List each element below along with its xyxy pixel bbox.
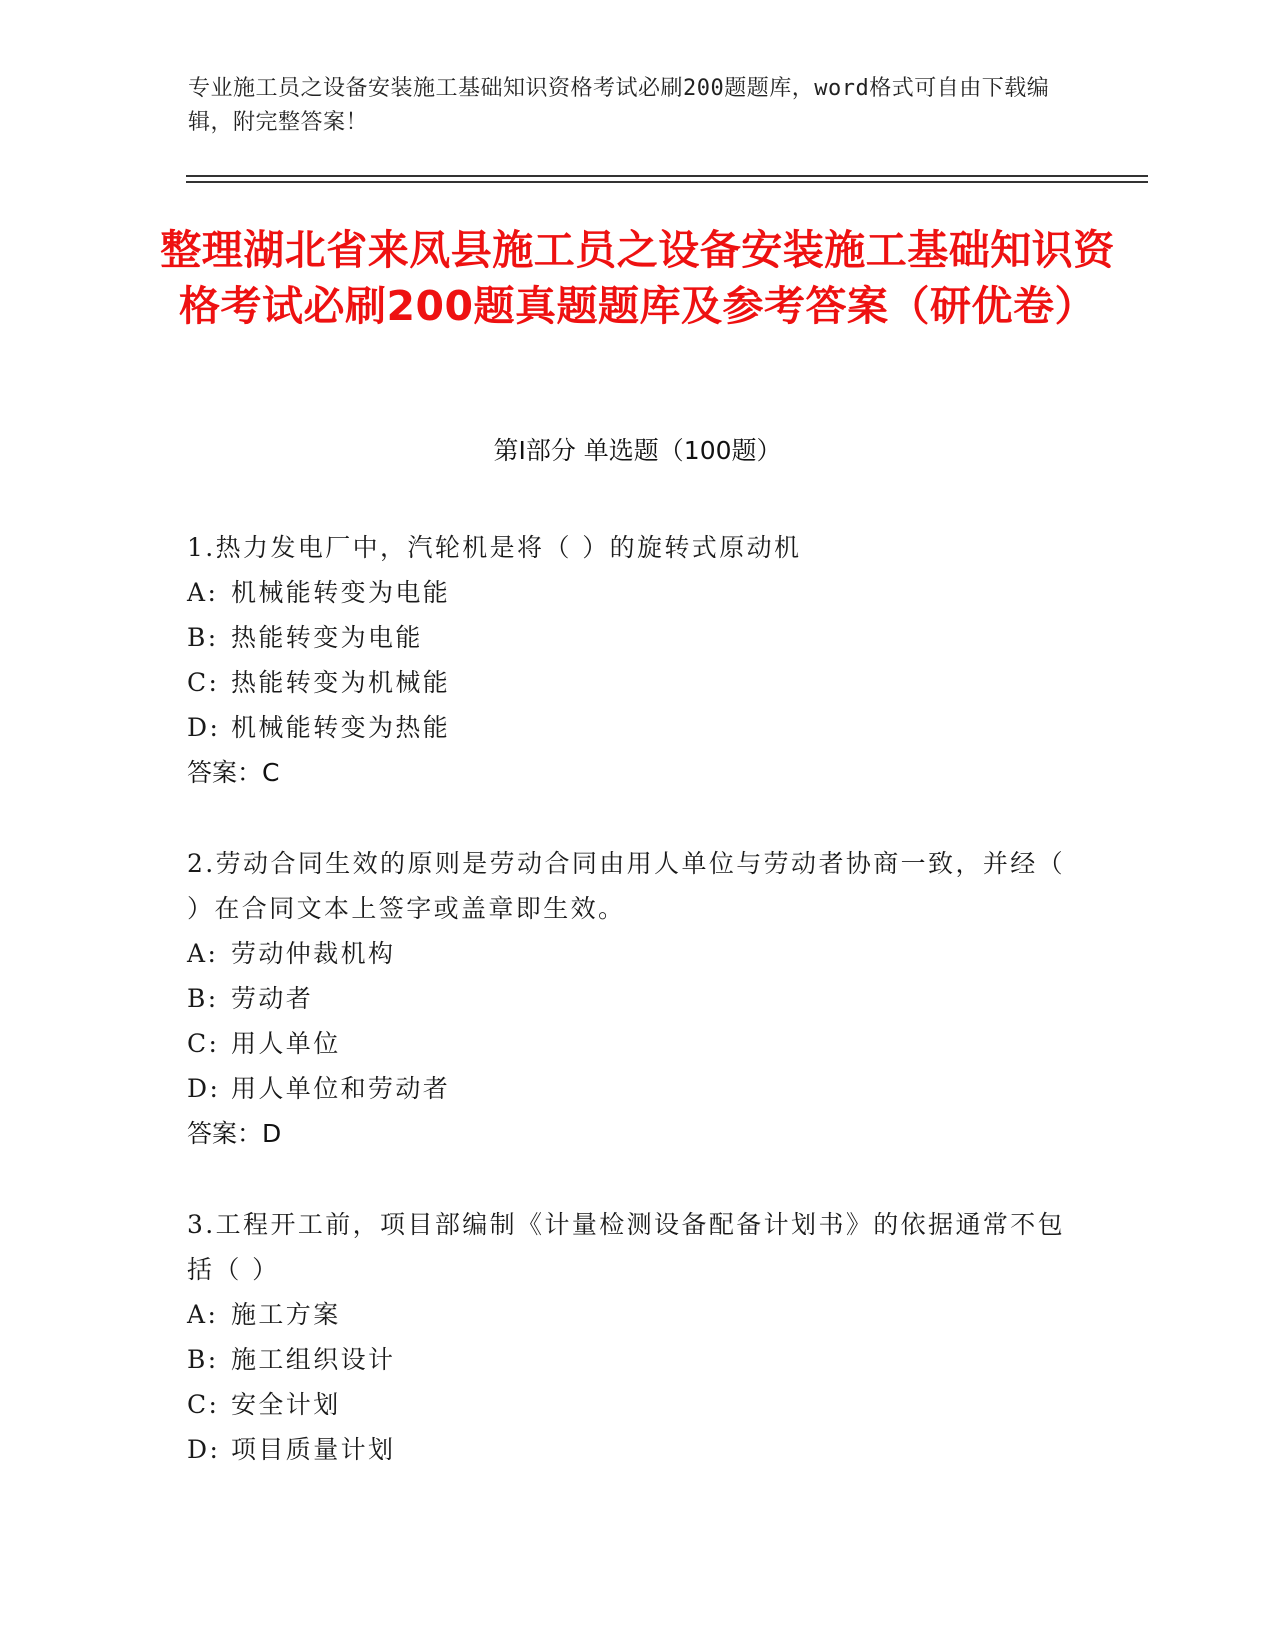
option-letter: A:: [187, 578, 219, 607]
option-letter: C:: [187, 1029, 220, 1058]
option-d: [187, 1427, 1067, 1472]
option-text: 劳动仲裁机构: [231, 939, 396, 968]
option-text: 施工方案: [231, 1300, 341, 1329]
option-text: 施工组织设计: [231, 1345, 396, 1374]
question-stem: 3.工程开工前，项目部编制《计量检测设备配备计划书》的依据通常不包括（ ）: [187, 1210, 1066, 1284]
option-c: [187, 660, 1067, 705]
document-title: 整理湖北省来凤县施工员之设备安装施工基础知识资格考试必刷200题真题题库及参考答案（研优卷）: [160, 226, 1115, 330]
question-3: [187, 1202, 1067, 1472]
option-letter: B:: [187, 984, 219, 1013]
question-2: [187, 841, 1067, 1156]
option-a: [187, 1292, 1067, 1337]
option-text: 热能转变为机械能: [231, 668, 451, 697]
answer-prefix: 答案：: [187, 1119, 263, 1148]
option-d: [187, 1066, 1067, 1111]
answer-line: [187, 1111, 1067, 1156]
option-text: 劳动者: [231, 984, 314, 1013]
header-divider-top: [186, 175, 1148, 177]
answer-line: [187, 750, 1067, 795]
option-letter: B:: [187, 1345, 219, 1374]
question-stem: 2.劳动合同生效的原则是劳动合同由用人单位与劳动者协商一致，并经（ ）在合同文本上签字或盖章即生效。: [187, 849, 1066, 923]
option-letter: C:: [187, 1390, 220, 1419]
option-d: [187, 705, 1067, 750]
question-stem: 1.热力发电厂中，汽轮机是将（ ）的旋转式原动机: [187, 533, 802, 562]
option-letter: A:: [187, 939, 219, 968]
option-b: [187, 976, 1067, 1021]
header-divider-bottom: [186, 181, 1148, 183]
option-letter: D:: [187, 1435, 221, 1464]
option-text: 热能转变为电能: [231, 623, 423, 652]
answer-prefix: 答案：: [187, 758, 263, 787]
option-text: 用人单位: [231, 1029, 341, 1058]
option-letter: B:: [187, 623, 219, 652]
option-c: [187, 1021, 1067, 1066]
option-text: 安全计划: [231, 1390, 341, 1419]
option-letter: A:: [187, 1300, 219, 1329]
answer-value: D: [262, 1119, 282, 1148]
question-list: [187, 525, 1067, 1518]
option-letter: D:: [187, 713, 221, 742]
answer-value: C: [262, 758, 280, 787]
option-c: [187, 1382, 1067, 1427]
section-title: 第Ⅰ部分 单选题（100题）: [493, 436, 782, 465]
option-text: 项目质量计划: [231, 1435, 396, 1464]
option-b: [187, 615, 1067, 660]
option-a: [187, 570, 1067, 615]
question-1: [187, 525, 1067, 795]
option-letter: D:: [187, 1074, 221, 1103]
option-a: [187, 931, 1067, 976]
header-note: 专业施工员之设备安装施工基础知识资格考试必刷200题题库，word格式可自由下载编辑，附完整答案！: [188, 76, 1050, 135]
option-text: 用人单位和劳动者: [231, 1074, 451, 1103]
option-text: 机械能转变为电能: [231, 578, 451, 607]
option-b: [187, 1337, 1067, 1382]
option-letter: C:: [187, 668, 220, 697]
option-text: 机械能转变为热能: [231, 713, 451, 742]
